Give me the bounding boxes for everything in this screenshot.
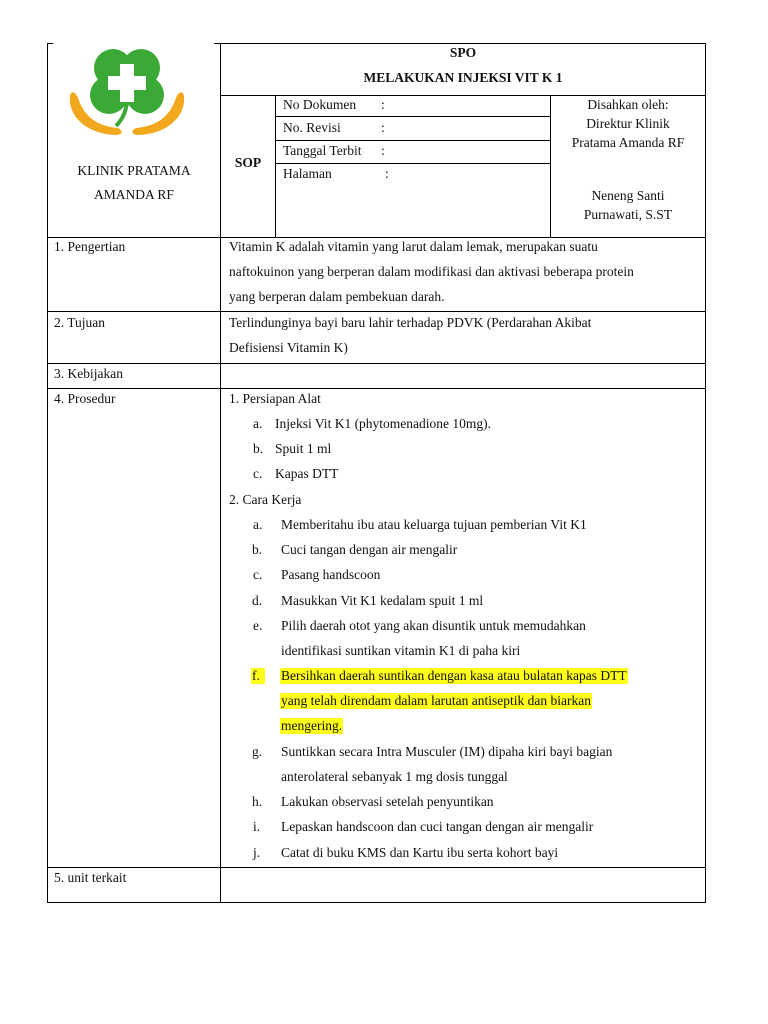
alat-item: Spuit 1 ml bbox=[275, 441, 332, 456]
section-label-tujuan: 2. Tujuan bbox=[54, 315, 106, 330]
section-label-prosedur: 4. Prosedur bbox=[54, 391, 116, 406]
kerja-item: Catat di buku KMS dan Kartu ibu serta kohort bayi bbox=[281, 845, 559, 860]
kerja-marker: c. bbox=[253, 567, 263, 582]
page-title: MELAKUKAN INJEKSI VIT K 1 bbox=[363, 70, 563, 85]
kerja-item: Lakukan observasi setelah penyuntikan bbox=[281, 794, 494, 809]
pengertian-text-line: yang berperan dalam pembekuan darah. bbox=[229, 289, 445, 304]
kerja-item-cont: anterolateral sebanyak 1 mg dosis tunggal bbox=[281, 769, 508, 784]
alat-heading: 1. Persiapan Alat bbox=[229, 391, 321, 406]
section-label-kebijakan: 3. Kebijakan bbox=[54, 366, 123, 381]
kerja-item: Pasang handscoon bbox=[281, 567, 381, 582]
kerja-marker: b. bbox=[252, 542, 263, 557]
kerja-item: Lepaskan handscoon dan cuci tangan dengan air mengalir bbox=[281, 819, 594, 834]
alat-marker: a. bbox=[253, 416, 263, 431]
section-label-unit-terkait: 5. unit terkait bbox=[54, 870, 127, 885]
approver-name-line2: Purnawati, S.ST bbox=[583, 207, 673, 222]
kerja-marker: a. bbox=[253, 517, 263, 532]
field-halaman-colon: : bbox=[385, 166, 389, 181]
tujuan-text-line: Terlindunginya bayi baru lahir terhadap PDVK (Perdarahan Akibat bbox=[229, 315, 592, 330]
tujuan-text-line: Defisiensi Vitamin K) bbox=[229, 340, 348, 355]
clinic-name-line2: AMANDA RF bbox=[94, 187, 174, 202]
kerja-marker: j. bbox=[253, 845, 261, 860]
kerja-item: Pilih daerah otot yang akan disuntik untuk memudahkan bbox=[281, 618, 586, 633]
field-tanggal-terbit-label: Tanggal Terbit bbox=[283, 143, 362, 158]
kerja-marker: e. bbox=[253, 618, 263, 633]
alat-marker: c. bbox=[253, 466, 263, 481]
kerja-marker: d. bbox=[252, 593, 263, 608]
approval-line3: Pratama Amanda RF bbox=[571, 135, 685, 150]
kerja-item-highlighted: yang telah direndam dalam larutan antiseptik dan biarkan bbox=[281, 693, 592, 708]
alat-item: Kapas DTT bbox=[275, 466, 339, 481]
field-halaman-label: Halaman bbox=[283, 166, 332, 181]
alat-marker: b. bbox=[253, 441, 264, 456]
field-no-revisi-colon: : bbox=[381, 120, 385, 135]
field-tanggal-terbit-colon: : bbox=[381, 143, 385, 158]
pengertian-text-line: Vitamin K adalah vitamin yang larut dalam lemak, merupakan suatu bbox=[229, 239, 598, 254]
kerja-item: Cuci tangan dengan air mengalir bbox=[281, 542, 458, 557]
kerja-marker: i. bbox=[253, 819, 261, 834]
approval-line1: Disahkan oleh: bbox=[587, 97, 669, 112]
clover-cross-logo bbox=[66, 40, 188, 138]
kerja-marker: h. bbox=[252, 794, 263, 809]
pengertian-text-line: naftokuinon yang berperan dalam modifikasi dan aktivasi beberapa protein bbox=[229, 264, 634, 279]
kerja-item: Memberitahu ibu atau keluarga tujuan pemberian Vit K1 bbox=[281, 517, 587, 532]
kerja-item-cont: identifikasi suntikan vitamin K1 di paha kiri bbox=[281, 643, 521, 658]
field-no-revisi-label: No. Revisi bbox=[283, 120, 341, 135]
kerja-heading: 2. Cara Kerja bbox=[229, 492, 302, 507]
kerja-item: Masukkan Vit K1 kedalam spuit 1 ml bbox=[281, 593, 484, 608]
section-label-pengertian: 1. Pengertian bbox=[54, 239, 126, 254]
alat-item: Injeksi Vit K1 (phytomenadione 10mg). bbox=[275, 416, 492, 431]
doc-type: SPO bbox=[449, 45, 477, 60]
field-no-dokumen-colon: : bbox=[381, 97, 385, 112]
approver-name-line1: Neneng Santi bbox=[591, 188, 665, 203]
approval-line2: Direktur Klinik bbox=[586, 116, 670, 131]
kerja-marker-highlighted: f. bbox=[251, 668, 265, 684]
kerja-item: Suntikkan secara Intra Musculer (IM) dipaha kiri bayi bagian bbox=[281, 744, 613, 759]
kerja-item-highlighted: mengering. bbox=[281, 718, 343, 733]
clinic-name-line1: KLINIK PRATAMA bbox=[77, 163, 191, 178]
sop-label: SOP bbox=[234, 155, 262, 170]
kerja-marker: g. bbox=[252, 744, 263, 759]
field-no-dokumen-label: No Dokumen bbox=[283, 97, 357, 112]
kerja-item-highlighted: Bersihkan daerah suntikan dengan kasa atau bulatan kapas DTT bbox=[281, 668, 627, 683]
